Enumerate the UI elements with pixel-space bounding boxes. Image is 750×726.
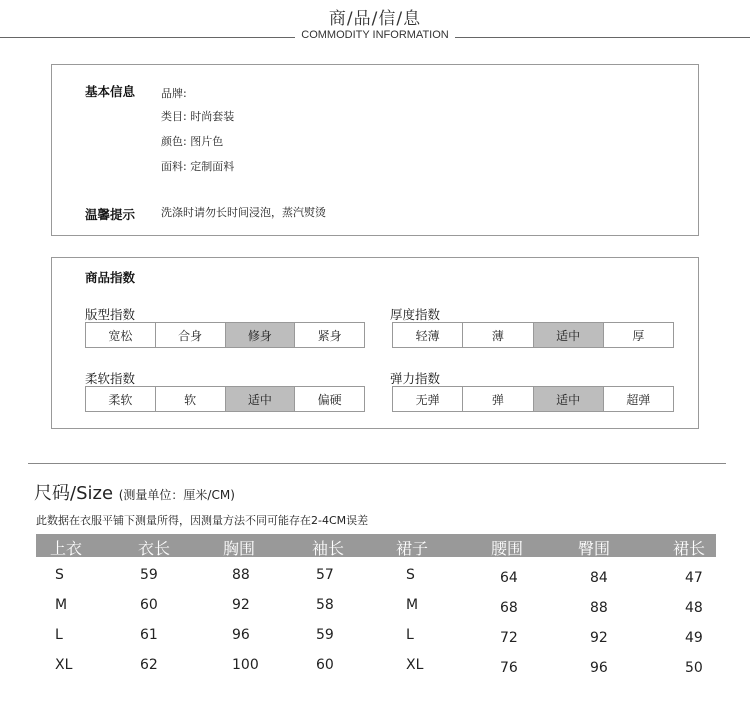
section-title-en-text: COMMODITY INFORMATION bbox=[295, 29, 454, 41]
size-table-cell: 48 bbox=[685, 600, 703, 616]
index-option: 适中 bbox=[534, 323, 604, 347]
size-divider bbox=[28, 463, 726, 464]
fit-index-label: 版型指数 bbox=[85, 307, 136, 322]
index-option: 超弹 bbox=[626, 392, 651, 407]
size-table-cell: 47 bbox=[685, 570, 703, 586]
size-column-header: 裙长 bbox=[673, 539, 706, 558]
size-table-cell: 96 bbox=[232, 627, 250, 643]
index-option: 偏硬 bbox=[317, 392, 342, 407]
category-row bbox=[161, 108, 234, 124]
index-option: 紧身 bbox=[317, 328, 342, 343]
size-table-cell: S bbox=[406, 567, 415, 583]
size-table-cell: 84 bbox=[590, 570, 608, 586]
tip-text: 洗涤时请勿长时间浸泡，蒸汽熨烫 bbox=[161, 206, 326, 219]
section-title-cn: 商/品/信/息 bbox=[328, 9, 422, 29]
index-option: 轻薄 bbox=[393, 323, 463, 347]
index-option: 适中 bbox=[226, 387, 296, 411]
thickness-index-label: 厚度指数 bbox=[390, 307, 441, 322]
index-option: 薄 bbox=[463, 323, 533, 347]
size-column-header: 裙子 bbox=[396, 539, 429, 558]
size-table-cell: 50 bbox=[685, 660, 703, 676]
size-table-cell: 64 bbox=[500, 570, 518, 586]
index-option: 宽松 bbox=[86, 323, 156, 347]
size-table-cell: 92 bbox=[232, 597, 250, 613]
size-table-cell: 92 bbox=[590, 630, 608, 646]
index-option: 软 bbox=[156, 387, 226, 411]
size-table-cell: 68 bbox=[500, 600, 518, 616]
size-table-header bbox=[36, 534, 716, 557]
size-table-cell: 96 bbox=[590, 660, 608, 676]
size-table-cell: L bbox=[406, 627, 414, 643]
softness-index-label: 柔软指数 bbox=[85, 371, 136, 386]
size-table-cell: S bbox=[55, 567, 64, 583]
product-index-title: 商品指数 bbox=[85, 270, 136, 285]
color-key: 颜色: bbox=[161, 135, 187, 148]
category-value: 时尚套装 bbox=[190, 110, 235, 123]
size-column-header: 上衣 bbox=[50, 539, 83, 558]
section-title-en bbox=[0, 29, 750, 41]
elasticity-index-label: 弹力指数 bbox=[390, 371, 441, 386]
size-table-cell: M bbox=[406, 597, 419, 613]
softness-index-scale bbox=[85, 386, 365, 412]
size-table-cell: XL bbox=[55, 657, 73, 673]
size-column-header: 胸围 bbox=[223, 539, 256, 558]
size-table-cell: 88 bbox=[232, 567, 250, 583]
index-option: 无弹 bbox=[393, 387, 463, 411]
size-table-cell: XL bbox=[406, 657, 424, 673]
size-table-cell: 88 bbox=[590, 600, 608, 616]
size-table-cell: M bbox=[55, 597, 68, 613]
category-key: 类目: bbox=[161, 110, 187, 123]
index-option: 适中 bbox=[534, 387, 604, 411]
basic-info-label: 基本信息 bbox=[85, 84, 136, 99]
index-option: 厚 bbox=[632, 328, 645, 343]
size-title-text: 尺码/Size bbox=[34, 483, 114, 504]
index-option: 弹 bbox=[463, 387, 533, 411]
tip-label: 温馨提示 bbox=[85, 207, 136, 222]
size-table-cell: 61 bbox=[140, 627, 158, 643]
size-table-cell: 59 bbox=[140, 567, 158, 583]
index-option: 修身 bbox=[226, 323, 296, 347]
size-table-cell: 72 bbox=[500, 630, 518, 646]
size-column-header: 臀围 bbox=[578, 539, 611, 558]
size-table-cell: 49 bbox=[685, 630, 703, 646]
elasticity-index-scale bbox=[392, 386, 674, 412]
size-table-cell: 58 bbox=[316, 597, 334, 613]
size-title bbox=[34, 479, 235, 505]
size-table-cell: 60 bbox=[316, 657, 334, 673]
size-table-cell: 62 bbox=[140, 657, 158, 673]
brand-row bbox=[161, 85, 187, 101]
size-table-cell: 57 bbox=[316, 567, 334, 583]
measurement-note: 此数据在衣服平铺下测量所得，因测量方法不同可能存在2-4CM误差 bbox=[36, 514, 369, 527]
color-row bbox=[161, 133, 223, 149]
index-option: 合身 bbox=[156, 323, 226, 347]
color-value: 图片色 bbox=[190, 135, 224, 148]
fabric-key: 面料: bbox=[161, 160, 187, 173]
brand-key: 品牌: bbox=[161, 87, 187, 100]
thickness-index-scale bbox=[392, 322, 674, 348]
size-column-header: 衣长 bbox=[138, 539, 171, 558]
index-option: 柔软 bbox=[86, 387, 156, 411]
size-table-cell: L bbox=[55, 627, 63, 643]
fabric-value: 定制面料 bbox=[190, 160, 235, 173]
size-unit: (测量单位：厘米/CM) bbox=[118, 488, 235, 502]
size-column-header: 袖长 bbox=[312, 539, 345, 558]
size-table-cell: 60 bbox=[140, 597, 158, 613]
fit-index-scale bbox=[85, 322, 365, 348]
size-column-header: 腰围 bbox=[491, 539, 524, 558]
size-table-cell: 76 bbox=[500, 660, 518, 676]
fabric-row bbox=[161, 158, 234, 174]
size-table-cell: 59 bbox=[316, 627, 334, 643]
basic-info-box bbox=[51, 64, 699, 236]
size-table-cell: 100 bbox=[232, 657, 259, 673]
